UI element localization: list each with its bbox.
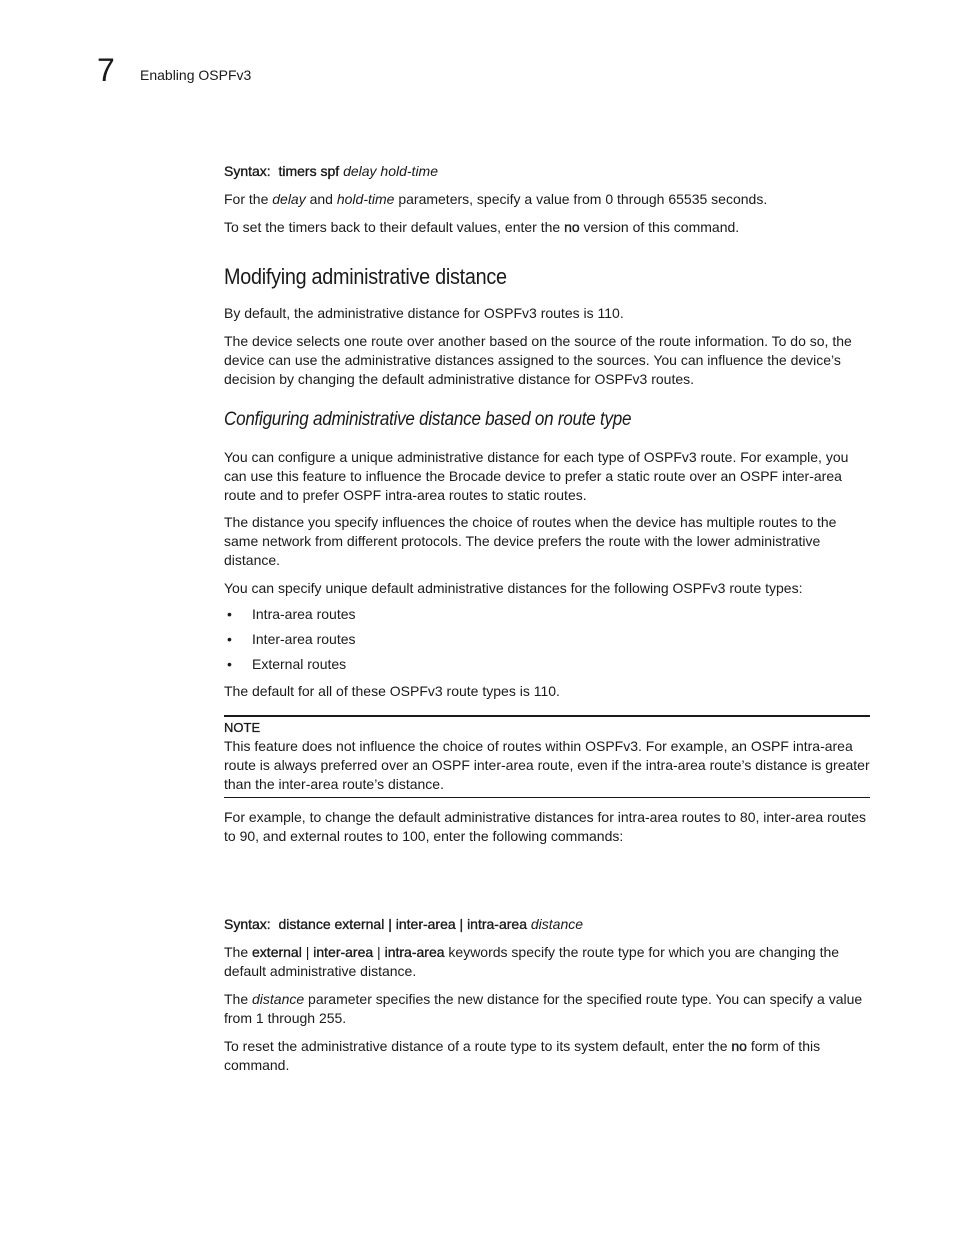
keyword-intra-area: intra-area [384, 944, 445, 960]
syntax-label: Syntax: [224, 916, 271, 932]
list-item-label: Inter-area routes [252, 631, 356, 647]
syntax-command: distance external | inter-area | intra-area [278, 916, 527, 932]
paragraph-distance-influence: The distance you specify influences the choice of routes when the device has multiple routes to the same network from different protocols. The device prefers the route with the lower administrative distance. [224, 514, 837, 568]
paragraph-timers-range [224, 190, 870, 209]
separator: | [301, 944, 314, 960]
list-item-label: Intra-area routes [252, 606, 356, 622]
text-run: and [305, 191, 337, 207]
syntax-label: Syntax: [224, 163, 271, 179]
syntax-args: delay hold-time [343, 163, 438, 179]
text-run: parameter specifies the new distance for the specified route type. You can specify a value from 1 through 255. [224, 991, 863, 1026]
note-top-rule [224, 715, 870, 717]
param-delay: delay [272, 191, 306, 207]
text-run: To set the timers back to their default values, enter the [224, 219, 565, 235]
bullet-icon: • [227, 631, 232, 647]
param-hold-time: hold-time [336, 191, 395, 207]
paragraph-reset-distance [224, 1037, 870, 1075]
paragraph-unique-distance: You can configure a unique administrative distance for each type of OSPFv3 route. For example, you can use this feature to influence the Brocade device to prefer a static route over an OSPF inter-area route and to prefer OSPF intra-area routes to static routes. [224, 449, 849, 503]
syntax-distance [224, 915, 870, 934]
paragraph-example: For example, to change the default administrative distances for intra-area routes to 80, inter-area routes to 90, and external routes to 100, enter the following commands: [224, 809, 867, 844]
keyword-no: no [731, 1038, 747, 1054]
note-bottom-rule [224, 797, 870, 798]
separator: | [373, 944, 385, 960]
syntax-timers-spf [224, 162, 870, 181]
note-body: This feature does not influence the choice of routes within OSPFv3. For example, an OSPF intra-area route is always preferred over an OSPF inter-area route, even if the intra-area route’s distance is greater than the inter-area route’s distance. [224, 738, 870, 792]
list-item-label: External routes [252, 656, 347, 672]
param-distance: distance [252, 991, 305, 1007]
text-run: keywords specify the route type for which you are changing the default administrative distance. [224, 944, 840, 979]
text-run: parameters, specify a value from 0 through 65535 seconds. [394, 191, 768, 207]
text-run: The [224, 944, 253, 960]
chapter-number: 7 [97, 52, 115, 88]
text-run: The [224, 991, 253, 1007]
paragraph-reset-timers [224, 218, 870, 237]
paragraph-keywords [224, 943, 870, 981]
syntax-command: timers spf [278, 163, 340, 179]
keyword-inter-area: inter-area [313, 944, 374, 960]
text-run: form of this command. [224, 1038, 821, 1073]
paragraph-default-distance: By default, the administrative distance for OSPFv3 routes is 110. [224, 305, 624, 321]
paragraph-default-types: The default for all of these OSPFv3 route types is 110. [224, 683, 560, 699]
section-heading: Modifying administrative distance [224, 264, 507, 289]
bullet-icon: • [227, 656, 232, 672]
keyword-no: no [564, 219, 580, 235]
note-label: NOTE [224, 720, 261, 735]
text-run: version of this command. [579, 219, 740, 235]
chapter-title: Enabling OSPFv3 [140, 67, 252, 83]
paragraph-specify-types: You can specify unique default administrative distances for the following OSPFv3 route types: [224, 580, 803, 596]
paragraph-distance-param [224, 990, 870, 1028]
bullet-icon: • [227, 606, 232, 622]
list-item [224, 605, 356, 630]
keyword-external: external [252, 944, 302, 960]
list-item [224, 630, 356, 655]
route-type-list [224, 605, 356, 680]
list-item [224, 655, 356, 680]
syntax-args: distance [530, 916, 584, 932]
text-run: To reset the administrative distance of a route type to its system default, enter the [224, 1038, 732, 1054]
paragraph-route-selection: The device selects one route over another based on the source of the route information. To do so, the device can use the administrative distances assigned to the sources. You can influence the device’s decision by changing the default administrative distance for OSPFv3 routes. [224, 333, 852, 387]
text-run: For the [224, 191, 273, 207]
subsection-heading: Configuring administrative distance based on route type [224, 409, 632, 430]
